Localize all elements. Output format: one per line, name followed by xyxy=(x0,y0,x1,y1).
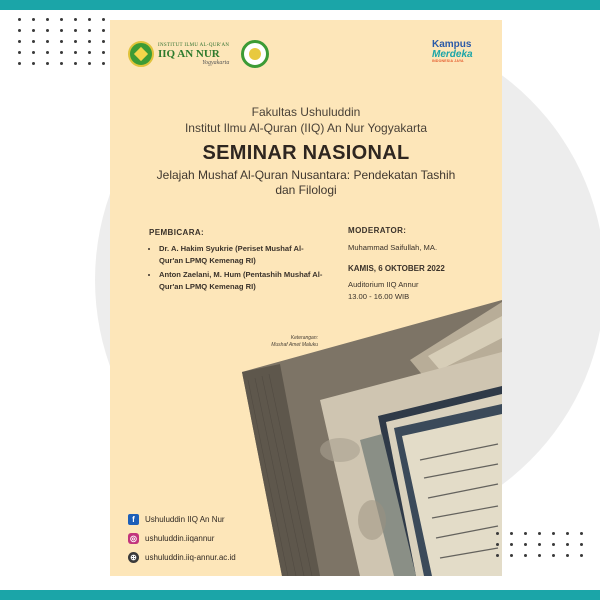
indonesia-jaya-text: INDONESIA JAYA xyxy=(432,59,464,63)
speaker-item: • Dr. A. Hakim Syukrie (Periset Mushaf Al-Qur'an LPMQ Kemenag RI) xyxy=(159,243,324,267)
poster-subtitle: Jelajah Mushaf Al-Quran Nusantara: Pendekatan Tashih dan Filologi xyxy=(156,168,456,197)
kampus-merdeka-logo xyxy=(432,40,473,64)
instagram-handle: ushuluddin.iiqannur xyxy=(145,534,215,543)
merdeka-text: Merdeka xyxy=(432,49,473,60)
moderator-name: Muhammad Saifullah, MA. xyxy=(348,243,438,252)
facebook-handle: Ushuluddin IIQ An Nur xyxy=(145,515,225,524)
contact-website xyxy=(128,548,236,567)
institute-emblem-icon xyxy=(128,41,154,67)
caption-label: Keterangan: xyxy=(290,335,318,341)
moderator-section xyxy=(348,226,498,303)
speaker-item: • Anton Zaelani, M. Hum (Pentashih Mushaf Al-Qur'an LPMQ Kemenag RI) xyxy=(159,269,324,293)
globe-icon: ⊕ xyxy=(128,552,139,563)
website-url: ushuluddin.iiq-annur.ac.id xyxy=(145,553,236,562)
facebook-icon: f xyxy=(128,514,139,525)
bottom-accent-bar xyxy=(0,590,600,600)
event-time: 13.00 - 16.00 WIB xyxy=(348,292,410,301)
logo-script-text: Yogyakarta xyxy=(202,59,230,66)
contact-list xyxy=(128,510,236,567)
event-venue: Auditorium IIQ Annur xyxy=(348,280,419,289)
institute-name: Institut Ilmu Al-Quran (IIQ) An Nur Yogyakarta xyxy=(184,121,428,135)
dot-pattern-top-left xyxy=(18,18,108,65)
iiq-an-nur-logo xyxy=(128,40,269,68)
instagram-icon: ◎ xyxy=(128,533,139,544)
speakers-section xyxy=(149,228,324,295)
organizer-block xyxy=(110,104,502,136)
kampus-text: Kampus xyxy=(432,39,472,50)
image-caption xyxy=(228,335,318,349)
moderator-heading: MODERATOR: xyxy=(348,226,407,235)
poster-title: SEMINAR NASIONAL xyxy=(202,142,410,164)
seminar-poster xyxy=(110,20,502,576)
event-date: KAMIS, 6 OKTOBER 2022 xyxy=(348,264,445,273)
logo-main-text: IIQ AN NUR xyxy=(158,47,220,60)
dot-pattern-bottom-right xyxy=(496,532,586,557)
top-accent-bar xyxy=(0,0,600,10)
contact-instagram xyxy=(128,529,236,548)
logo-small-text: INSTITUT ILMU AL-QUR'AN xyxy=(158,42,230,48)
contact-facebook xyxy=(128,510,236,529)
caption-text: Mushaf Amet Maluku xyxy=(271,342,318,348)
faculty-name: Fakultas Ushuluddin xyxy=(251,105,361,119)
second-emblem-icon xyxy=(241,40,269,68)
speakers-heading: PEMBICARA: xyxy=(149,228,205,237)
